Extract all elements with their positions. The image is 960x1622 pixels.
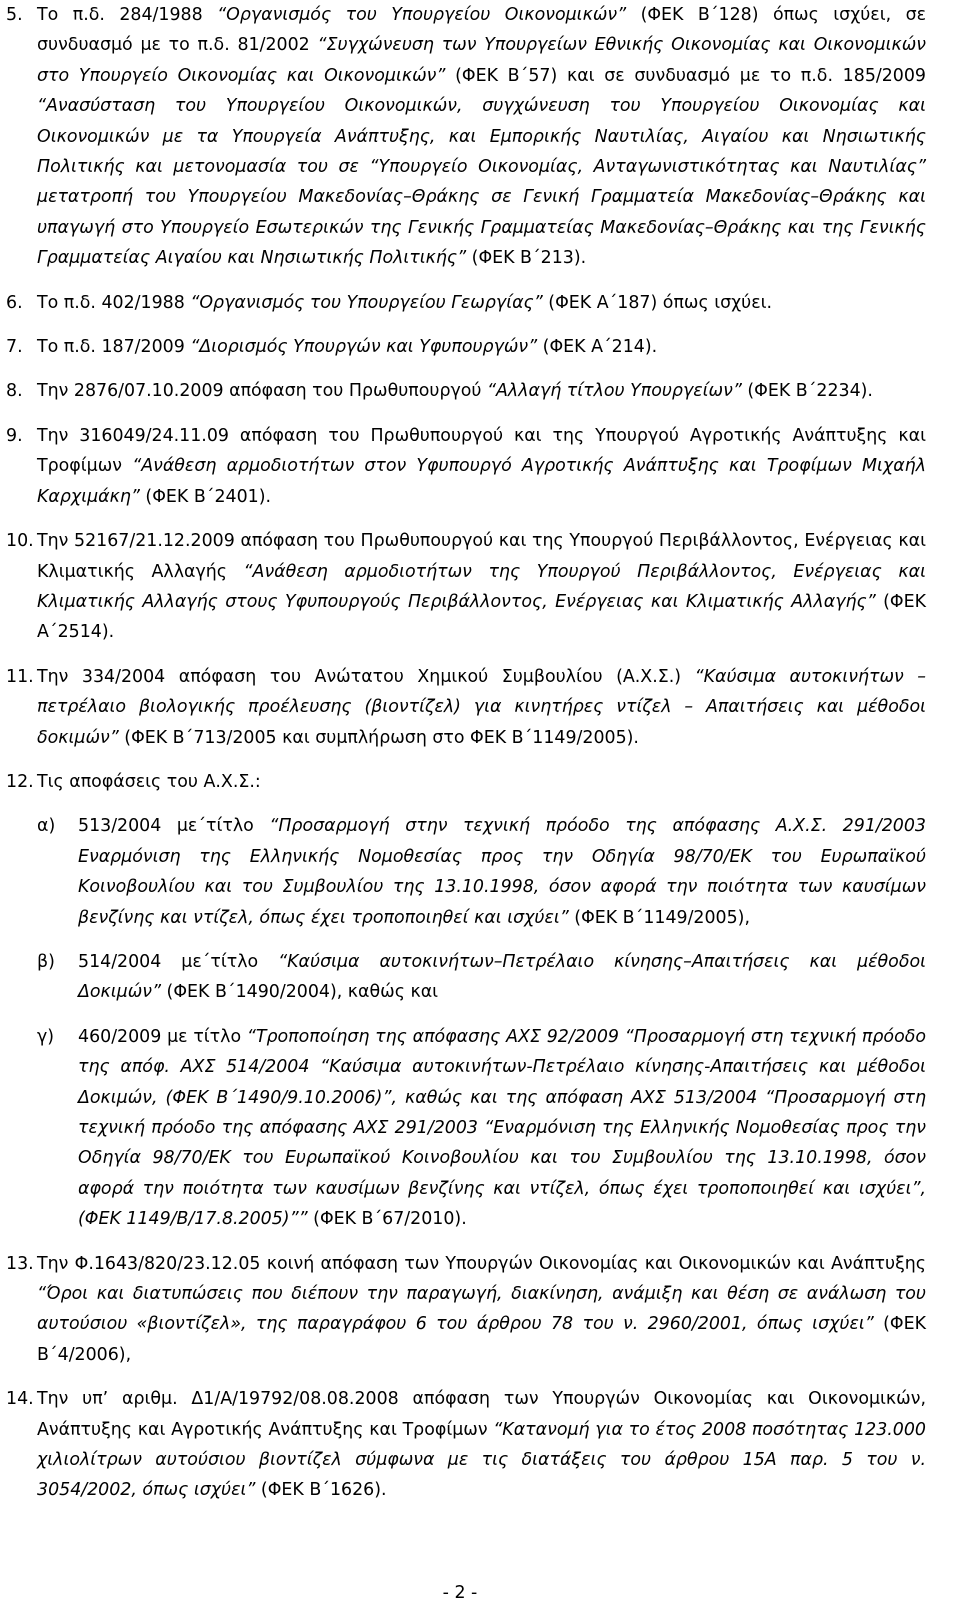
sub-list-item <box>37 947 926 1008</box>
item-number: 14. <box>6 1389 34 1410</box>
item-number: 11. <box>6 666 34 687</box>
sub-item-label: α) <box>37 816 56 837</box>
item-text: Την Φ.1643/820/23.12.05 κοινή απόφαση των Υπουργών Οικονομίας και Οικονομικών και Ανάπτυξης “Όροι και διατυπώσεις που διέπουν την παραγωγή, διακίνηση, ανάμιξη και θέση σε ανάλωση του αυτούσιου «βιοντίζελ», της παραγράφου 6 του άρθρου 78 του ν. 2960/2001, όπως ισχύει” (ΦΕΚ Β΄4/2006), <box>37 1253 926 1365</box>
list-item <box>6 526 926 648</box>
page-number: - 2 - <box>442 1583 478 1603</box>
item-text: Το π.δ. 402/1988 “Οργανισμός του Υπουργείου Γεωργίας” (ΦΕΚ Α΄187) όπως ισχύει. <box>37 292 773 313</box>
item-number: 12. <box>6 771 34 792</box>
sub-item-label: γ) <box>37 1026 55 1047</box>
list-item <box>6 0 926 274</box>
item-text: Την υπ’ αριθμ. Δ1/Α/19792/08.08.2008 απόφαση των Υπουργών Οικονομίας και Οικονομικών, Ανάπτυξης και Αγροτικής Ανάπτυξης και Τροφίμων “Κατανομή για το έτος 2008 ποσότητας 123.000 χιλιολίτρων αυτούσιου βιοντίζελ σύμφωνα με τις διατάξεις του άρθρου 15Α παρ. 5 του ν. 3054/2002, όπως ισχύει” (ΦΕΚ Β΄1626). <box>37 1389 926 1501</box>
item-number: 6. <box>6 292 23 313</box>
list-item <box>6 332 926 362</box>
item-number: 10. <box>6 531 34 552</box>
sub-item-label: β) <box>37 951 55 972</box>
item-text: Την 52167/21.12.2009 απόφαση του Πρωθυπουργού και της Υπουργού Περιβάλλοντος, Ενέργειας και Κλιματικής Αλλαγής “Ανάθεση αρμοδιοτήτων της Υπουργού Περιβάλλοντος, Ενέργειας και Κλιματικής Αλλαγής στους Υφυπουργούς Περιβάλλοντος, Ενέργειας και Κλιματικής Αλλαγής” (ΦΕΚ Α΄2514). <box>37 531 926 643</box>
item-text: Το π.δ. 284/1988 “Οργανισμός του Υπουργείου Οικονομικών” (ΦΕΚ Β΄128) όπως ισχύει, σε συνδυασμό με το π.δ. 81/2002 “Συγχώνευση των Υπουργείων Εθνικής Οικονομίας και Οικονομικών στο Υπουργείο Οικονομίας και Οικονομικών” (ΦΕΚ Β΄57) και σε συνδυασμό με το π.δ. 185/2009 “Ανασύσταση του Υπουργείου Οικονομικών, συγχώνευση του Υπουργείου Οικονομίας και Οικονομικών με τα Υπουργεία Ανάπτυξης, και Εμπορικής Ναυτιλίας, Αιγαίου και Νησιωτικής Πολιτικής και μετονομασία του σε “Υπουργείο Οικονομίας, Ανταγωνιστικότητας και Ναυτιλίας” μετατροπή του Υπουργείου Μακεδονίας–Θράκης σε Γενική Γραμματεία Μακεδονίας–Θράκης και υπαγωγή στο Υπουργείο Εσωτερικών της Γενικής Γραμματείας Μακεδονίας–Θράκης και της Γενικής Γραμματείας Αιγαίου και Νησιωτικής Πολιτικής” (ΦΕΚ Β΄213). <box>37 5 926 269</box>
item-text: Την 334/2004 απόφαση του Ανώτατου Χημικού Συμβουλίου (Α.Χ.Σ.) “Καύσιμα αυτοκινήτων – πετρέλαιο βιολογικής προέλευσης (βιοντίζελ) για κινητήρες ντίζελ – Απαιτήσεις και μέθοδοι δοκιμών” (ΦΕΚ Β΄713/2005 και συμπλήρωση στο ΦΕΚ Β΄1149/2005). <box>37 666 926 748</box>
item-number: 7. <box>6 337 23 358</box>
item-number: 5. <box>6 5 23 25</box>
sub-list-item <box>37 811 926 933</box>
list-item <box>6 288 926 318</box>
item-text: Την 316049/24.11.09 απόφαση του Πρωθυπουργού και της Υπουργού Αγροτικής Ανάπτυξης και Τροφίμων “Ανάθεση αρμοδιοτήτων στον Υφυπουργό Αγροτικής Ανάπτυξης και Τροφίμων Μιχαήλ Καρχιμάκη” (ΦΕΚ Β΄2401). <box>37 425 926 507</box>
sub-list-item <box>37 1022 926 1235</box>
item-number: 9. <box>6 425 23 446</box>
item-number: 13. <box>6 1253 34 1274</box>
sub-item-text: 513/2004 με΄τίτλο “Προσαρμογή στην τεχνική πρόοδο της απόφασης Α.Χ.Σ. 291/2003 Εναρμόνιση της Ελληνικής Νομοθεσίας προς την Οδηγία 98/70/ΕΚ του Ευρωπαϊκού Κοινοβουλίου και του Συμβουλίου της 13.10.1998, όσον αφορά την ποιότητα των καυσίμων βενζίνης και ντίζελ, όπως έχει τροποποιηθεί και ισχύει” (ΦΕΚ Β΄1149/2005), <box>78 816 926 928</box>
item-text: Τις αποφάσεις του Α.Χ.Σ.: <box>37 771 261 792</box>
item-text: Το π.δ. 187/2009 “Διορισμός Υπουργών και Υφυπουργών” (ΦΕΚ Α΄214). <box>37 337 658 358</box>
item-text: Την 2876/07.10.2009 απόφαση του Πρωθυπουργού “Αλλαγή τίτλου Υπουργείων” (ΦΕΚ Β΄2234). <box>37 381 873 402</box>
list-item <box>6 376 926 406</box>
list-item <box>6 1384 926 1506</box>
list-item <box>6 421 926 512</box>
sub-item-text: 514/2004 με΄τίτλο “Καύσιμα αυτοκινήτων–Πετρέλαιο κίνησης–Απαιτήσεις και μέθοδοι Δοκιμών” (ΦΕΚ Β΄1490/2004), καθώς και <box>78 951 926 1003</box>
list-item <box>6 1249 926 1371</box>
document-page <box>6 0 926 1506</box>
sub-item-text: 460/2009 με τίτλο “Τροποποίηση της απόφασης ΑΧΣ 92/2009 “Προσαρμογή στη τεχνική πρόοδο της απόφ. ΑΧΣ 514/2004 “Καύσιμα αυτοκινήτων-Πετρέλαιο κίνησης-Απαιτήσεις και μέθοδοι Δοκιμών, (ΦΕΚ Β΄1490/9.10.2006)”, καθώς και της απόφαση ΑΧΣ 513/2004 “Προσαρμογή στη τεχνική πρόοδο της απόφασης ΑΧΣ 291/2003 “Εναρμόνιση της Ελληνικής Νομοθεσίας προς την Οδηγία 98/70/ΕΚ του Ευρωπαϊκού Κοινοβουλίου και του Συμβουλίου της 13.10.1998, όσον αφορά την ποιότητα των καυσίμων βενζίνης και ντίζελ, όπως έχει τροποποιηθεί και ισχύει”, (ΦΕΚ 1149/Β/17.8.2005)”” (ΦΕΚ Β΄67/2010). <box>78 1026 926 1230</box>
item-number: 8. <box>6 381 23 402</box>
list-item <box>6 767 926 797</box>
list-item <box>6 662 926 753</box>
